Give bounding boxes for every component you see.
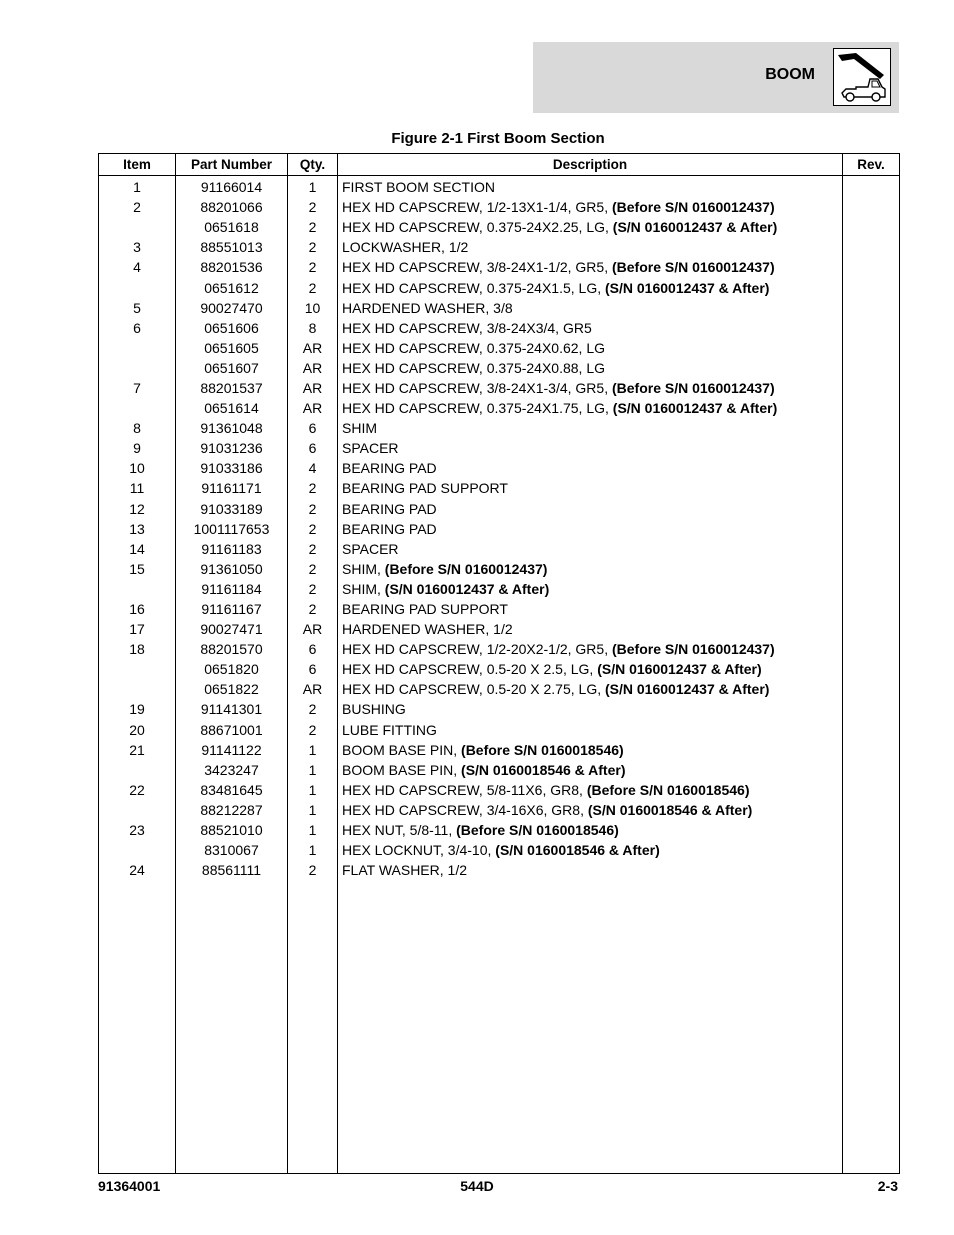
rev-cell bbox=[843, 559, 900, 579]
description-text: BUSHING bbox=[342, 701, 406, 718]
description-text: HEX HD CAPSCREW, 0.5-20 X 2.75, LG, bbox=[342, 681, 605, 698]
table-row bbox=[99, 519, 900, 539]
part-number-cell: 88201537 bbox=[176, 378, 288, 398]
item-cell: 3 bbox=[99, 237, 176, 257]
rev-cell bbox=[843, 318, 900, 338]
rev-cell bbox=[843, 860, 900, 880]
qty-cell: 1 bbox=[288, 800, 338, 820]
qty-cell: 1 bbox=[288, 760, 338, 780]
item-cell bbox=[99, 840, 176, 860]
qty-cell: 2 bbox=[288, 860, 338, 880]
description-cell bbox=[338, 257, 843, 277]
qty-cell: 2 bbox=[288, 699, 338, 719]
serial-note: (Before S/N 0160012437) bbox=[611, 379, 775, 396]
table-row bbox=[99, 318, 900, 338]
serial-note: (Before S/N 0160012437) bbox=[611, 199, 775, 216]
serial-note: (S/N 0160018546 & After) bbox=[495, 842, 660, 859]
item-cell: 6 bbox=[99, 318, 176, 338]
part-number-cell: 88671001 bbox=[176, 720, 288, 740]
qty-cell: 2 bbox=[288, 478, 338, 498]
description-text: HEX NUT, 5/8-11, bbox=[342, 822, 457, 839]
description-cell bbox=[338, 619, 843, 639]
table-row bbox=[99, 800, 900, 820]
rev-cell bbox=[843, 358, 900, 378]
part-number-cell: 91161183 bbox=[176, 539, 288, 559]
rev-cell bbox=[843, 539, 900, 559]
parts-table bbox=[98, 153, 900, 1174]
serial-note: (Before S/N 0160012437) bbox=[611, 259, 775, 276]
part-number-cell: 0651820 bbox=[176, 659, 288, 679]
table-row bbox=[99, 277, 900, 297]
qty-cell: AR bbox=[288, 358, 338, 378]
description-text: SHIM bbox=[342, 420, 377, 437]
rev-cell bbox=[843, 458, 900, 478]
description-text: SPACER bbox=[342, 540, 399, 557]
qty-cell: 2 bbox=[288, 197, 338, 217]
description-text: HEX HD CAPSCREW, 0.375-24X2.25, LG, bbox=[342, 219, 613, 236]
description-text: HARDENED WASHER, 1/2 bbox=[342, 621, 513, 638]
empty-cell bbox=[288, 880, 338, 1174]
description-cell bbox=[338, 318, 843, 338]
table-row bbox=[99, 358, 900, 378]
description-cell bbox=[338, 398, 843, 418]
qty-cell: 2 bbox=[288, 599, 338, 619]
serial-note: (Before S/N 0160012437) bbox=[384, 560, 548, 577]
part-number-cell: 1001117653 bbox=[176, 519, 288, 539]
description-cell bbox=[338, 820, 843, 840]
description-cell bbox=[338, 478, 843, 498]
qty-cell: 8 bbox=[288, 318, 338, 338]
table-row bbox=[99, 398, 900, 418]
qty-cell: 1 bbox=[288, 740, 338, 760]
part-number-cell: 83481645 bbox=[176, 780, 288, 800]
qty-cell: 2 bbox=[288, 559, 338, 579]
description-text: HEX HD CAPSCREW, 5/8-11X6, GR8, bbox=[342, 781, 587, 798]
item-cell: 9 bbox=[99, 438, 176, 458]
table-row bbox=[99, 699, 900, 719]
part-number-cell: 91031236 bbox=[176, 438, 288, 458]
qty-cell: 2 bbox=[288, 217, 338, 237]
table-row bbox=[99, 197, 900, 217]
description-cell bbox=[338, 176, 843, 198]
description-text: HEX HD CAPSCREW, 1/2-13X1-1/4, GR5, bbox=[342, 199, 612, 216]
table-row bbox=[99, 438, 900, 458]
description-cell bbox=[338, 338, 843, 358]
description-cell bbox=[338, 499, 843, 519]
table-row bbox=[99, 539, 900, 559]
item-cell: 21 bbox=[99, 740, 176, 760]
section-header bbox=[533, 42, 899, 113]
table-row bbox=[99, 559, 900, 579]
qty-cell: 6 bbox=[288, 418, 338, 438]
rev-cell bbox=[843, 699, 900, 719]
table-row bbox=[99, 478, 900, 498]
description-text: LUBE FITTING bbox=[342, 721, 437, 738]
table-row bbox=[99, 820, 900, 840]
part-number-cell: 91141122 bbox=[176, 740, 288, 760]
column-header-description: Description bbox=[338, 154, 843, 176]
table-row bbox=[99, 176, 900, 198]
figure-title: Figure 2-1 First Boom Section bbox=[391, 130, 605, 147]
description-text: BOOM BASE PIN, bbox=[342, 741, 462, 758]
item-cell bbox=[99, 800, 176, 820]
rev-cell bbox=[843, 619, 900, 639]
serial-note: (Before S/N 0160018546) bbox=[456, 822, 619, 839]
table-row bbox=[99, 679, 900, 699]
rev-cell bbox=[843, 277, 900, 297]
part-number-cell: 91161167 bbox=[176, 599, 288, 619]
part-number-cell: 91141301 bbox=[176, 699, 288, 719]
rev-cell bbox=[843, 338, 900, 358]
part-number-cell: 8310067 bbox=[176, 840, 288, 860]
boom-lift-icon bbox=[833, 48, 891, 106]
description-text: FIRST BOOM SECTION bbox=[342, 179, 495, 196]
description-cell bbox=[338, 438, 843, 458]
serial-note: (S/N 0160012437 & After) bbox=[605, 279, 770, 296]
description-cell bbox=[338, 740, 843, 760]
item-cell: 7 bbox=[99, 378, 176, 398]
table-row bbox=[99, 298, 900, 318]
part-number-cell: 88201066 bbox=[176, 197, 288, 217]
item-cell: 14 bbox=[99, 539, 176, 559]
item-cell: 1 bbox=[99, 176, 176, 198]
qty-cell: AR bbox=[288, 378, 338, 398]
rev-cell bbox=[843, 740, 900, 760]
qty-cell: 6 bbox=[288, 438, 338, 458]
item-cell: 11 bbox=[99, 478, 176, 498]
item-cell: 12 bbox=[99, 499, 176, 519]
rev-cell bbox=[843, 659, 900, 679]
part-number-cell: 91161184 bbox=[176, 579, 288, 599]
qty-cell: AR bbox=[288, 398, 338, 418]
column-header-qty: Qty. bbox=[288, 154, 338, 176]
description-text: FLAT WASHER, 1/2 bbox=[342, 862, 467, 879]
description-text: HEX HD CAPSCREW, 0.5-20 X 2.5, LG, bbox=[342, 661, 598, 678]
part-number-cell: 91361048 bbox=[176, 418, 288, 438]
rev-cell bbox=[843, 639, 900, 659]
footer-document-number: 91364001 bbox=[98, 1178, 161, 1194]
table-row bbox=[99, 780, 900, 800]
table-filler-row bbox=[99, 880, 900, 1174]
description-cell bbox=[338, 237, 843, 257]
table-header-row bbox=[99, 154, 900, 176]
description-text: HEX HD CAPSCREW, 3/8-24X3/4, GR5 bbox=[342, 319, 592, 336]
qty-cell: 6 bbox=[288, 659, 338, 679]
item-cell bbox=[99, 679, 176, 699]
qty-cell: 2 bbox=[288, 720, 338, 740]
item-cell bbox=[99, 338, 176, 358]
item-cell: 16 bbox=[99, 599, 176, 619]
part-number-cell: 88521010 bbox=[176, 820, 288, 840]
rev-cell bbox=[843, 398, 900, 418]
serial-note: (S/N 0160012437 & After) bbox=[612, 400, 778, 417]
description-text: HEX LOCKNUT, 3/4-10, bbox=[342, 842, 496, 859]
table-row bbox=[99, 639, 900, 659]
part-number-cell: 88201570 bbox=[176, 639, 288, 659]
part-number-cell: 91033186 bbox=[176, 458, 288, 478]
description-cell bbox=[338, 760, 843, 780]
qty-cell: 2 bbox=[288, 257, 338, 277]
description-text: BEARING PAD bbox=[342, 460, 437, 477]
serial-note: (S/N 0160012437 & After) bbox=[605, 681, 770, 698]
item-cell: 8 bbox=[99, 418, 176, 438]
description-text: HEX HD CAPSCREW, 3/4-16X6, GR8, bbox=[342, 801, 588, 818]
column-header-item: Item bbox=[99, 154, 176, 176]
table-row bbox=[99, 499, 900, 519]
description-cell bbox=[338, 458, 843, 478]
description-cell bbox=[338, 418, 843, 438]
description-text: HEX HD CAPSCREW, 3/8-24X1-1/2, GR5, bbox=[342, 259, 612, 276]
part-number-cell: 91033189 bbox=[176, 499, 288, 519]
description-cell bbox=[338, 659, 843, 679]
table-row bbox=[99, 579, 900, 599]
item-cell: 2 bbox=[99, 197, 176, 217]
description-text: HEX HD CAPSCREW, 0.375-24X0.62, LG bbox=[342, 339, 605, 356]
column-header-part-number: Part Number bbox=[176, 154, 288, 176]
item-cell bbox=[99, 277, 176, 297]
description-cell bbox=[338, 358, 843, 378]
section-title: BOOM bbox=[765, 66, 815, 83]
item-cell: 23 bbox=[99, 820, 176, 840]
description-text: HEX HD CAPSCREW, 1/2-20X2-1/2, GR5, bbox=[342, 641, 612, 658]
item-cell bbox=[99, 760, 176, 780]
rev-cell bbox=[843, 478, 900, 498]
item-cell: 4 bbox=[99, 257, 176, 277]
table-row bbox=[99, 599, 900, 619]
item-cell: 22 bbox=[99, 780, 176, 800]
rev-cell bbox=[843, 840, 900, 860]
description-text: HEX HD CAPSCREW, 3/8-24X1-3/4, GR5, bbox=[342, 379, 612, 396]
description-cell bbox=[338, 860, 843, 880]
description-text: SPACER bbox=[342, 440, 399, 457]
item-cell: 19 bbox=[99, 699, 176, 719]
item-cell: 20 bbox=[99, 720, 176, 740]
part-number-cell: 0651606 bbox=[176, 318, 288, 338]
rev-cell bbox=[843, 579, 900, 599]
description-cell bbox=[338, 780, 843, 800]
column-header-rev: Rev. bbox=[843, 154, 900, 176]
rev-cell bbox=[843, 800, 900, 820]
table-row bbox=[99, 418, 900, 438]
description-text: BEARING PAD bbox=[342, 500, 437, 517]
table-row bbox=[99, 740, 900, 760]
item-cell: 10 bbox=[99, 458, 176, 478]
table-row bbox=[99, 860, 900, 880]
footer-page-number: 2-3 bbox=[877, 1178, 898, 1194]
description-text: HEX HD CAPSCREW, 0.375-24X1.75, LG, bbox=[342, 400, 613, 417]
rev-cell bbox=[843, 197, 900, 217]
part-number-cell: 0651605 bbox=[176, 338, 288, 358]
part-number-cell: 91361050 bbox=[176, 559, 288, 579]
rev-cell bbox=[843, 780, 900, 800]
rev-cell bbox=[843, 378, 900, 398]
rev-cell bbox=[843, 499, 900, 519]
description-cell bbox=[338, 277, 843, 297]
empty-cell bbox=[338, 880, 843, 1174]
rev-cell bbox=[843, 679, 900, 699]
description-cell bbox=[338, 840, 843, 860]
description-text: BEARING PAD SUPPORT bbox=[342, 480, 508, 497]
serial-note: (S/N 0160018546 & After) bbox=[587, 801, 753, 818]
parts-table-body bbox=[99, 176, 900, 1174]
description-cell bbox=[338, 679, 843, 699]
rev-cell bbox=[843, 438, 900, 458]
serial-note: (S/N 0160012437 & After) bbox=[612, 219, 778, 236]
part-number-cell: 88561111 bbox=[176, 860, 288, 880]
description-text: SHIM, bbox=[342, 580, 385, 597]
qty-cell: 2 bbox=[288, 499, 338, 519]
qty-cell: AR bbox=[288, 338, 338, 358]
rev-cell bbox=[843, 257, 900, 277]
part-number-cell: 91161171 bbox=[176, 478, 288, 498]
part-number-cell: 0651614 bbox=[176, 398, 288, 418]
description-text: HEX HD CAPSCREW, 0.375-24X0.88, LG bbox=[342, 359, 605, 376]
part-number-cell: 88551013 bbox=[176, 237, 288, 257]
description-cell bbox=[338, 559, 843, 579]
item-cell: 13 bbox=[99, 519, 176, 539]
part-number-cell: 91166014 bbox=[176, 176, 288, 198]
rev-cell bbox=[843, 820, 900, 840]
table-row bbox=[99, 338, 900, 358]
qty-cell: 2 bbox=[288, 237, 338, 257]
part-number-cell: 88201536 bbox=[176, 257, 288, 277]
item-cell bbox=[99, 358, 176, 378]
description-text: BOOM BASE PIN, bbox=[342, 761, 462, 778]
rev-cell bbox=[843, 217, 900, 237]
qty-cell: 2 bbox=[288, 579, 338, 599]
table-row bbox=[99, 840, 900, 860]
item-cell: 5 bbox=[99, 298, 176, 318]
serial-note: (Before S/N 0160018546) bbox=[461, 741, 624, 758]
qty-cell: AR bbox=[288, 619, 338, 639]
description-cell bbox=[338, 800, 843, 820]
qty-cell: AR bbox=[288, 679, 338, 699]
rev-cell bbox=[843, 298, 900, 318]
item-cell bbox=[99, 217, 176, 237]
description-text: HARDENED WASHER, 3/8 bbox=[342, 299, 513, 316]
description-cell bbox=[338, 378, 843, 398]
description-text: SHIM, bbox=[342, 560, 385, 577]
table-row bbox=[99, 458, 900, 478]
qty-cell: 10 bbox=[288, 298, 338, 318]
description-cell bbox=[338, 197, 843, 217]
rev-cell bbox=[843, 237, 900, 257]
item-cell: 18 bbox=[99, 639, 176, 659]
item-cell bbox=[99, 659, 176, 679]
description-cell bbox=[338, 720, 843, 740]
table-row bbox=[99, 760, 900, 780]
qty-cell: 1 bbox=[288, 176, 338, 198]
item-cell: 15 bbox=[99, 559, 176, 579]
empty-cell bbox=[843, 880, 900, 1174]
rev-cell bbox=[843, 760, 900, 780]
item-cell: 17 bbox=[99, 619, 176, 639]
part-number-cell: 0651822 bbox=[176, 679, 288, 699]
table-row bbox=[99, 257, 900, 277]
serial-note: (S/N 0160012437 & After) bbox=[597, 661, 762, 678]
qty-cell: 2 bbox=[288, 539, 338, 559]
description-cell bbox=[338, 539, 843, 559]
qty-cell: 4 bbox=[288, 458, 338, 478]
qty-cell: 2 bbox=[288, 519, 338, 539]
qty-cell: 6 bbox=[288, 639, 338, 659]
qty-cell: 2 bbox=[288, 277, 338, 297]
footer-model: 544D bbox=[460, 1178, 494, 1194]
qty-cell: 1 bbox=[288, 780, 338, 800]
empty-cell bbox=[99, 880, 176, 1174]
qty-cell: 1 bbox=[288, 840, 338, 860]
item-cell: 24 bbox=[99, 860, 176, 880]
table-row bbox=[99, 378, 900, 398]
description-text: LOCKWASHER, 1/2 bbox=[342, 239, 469, 256]
description-cell bbox=[338, 217, 843, 237]
description-cell bbox=[338, 298, 843, 318]
part-number-cell: 90027471 bbox=[176, 619, 288, 639]
description-cell bbox=[338, 519, 843, 539]
description-cell bbox=[338, 699, 843, 719]
description-text: HEX HD CAPSCREW, 0.375-24X1.5, LG, bbox=[342, 279, 605, 296]
part-number-cell: 0651618 bbox=[176, 217, 288, 237]
part-number-cell: 90027470 bbox=[176, 298, 288, 318]
part-number-cell: 88212287 bbox=[176, 800, 288, 820]
rev-cell bbox=[843, 720, 900, 740]
serial-note: (Before S/N 0160018546) bbox=[586, 781, 750, 798]
description-cell bbox=[338, 599, 843, 619]
description-cell bbox=[338, 639, 843, 659]
table-row bbox=[99, 720, 900, 740]
rev-cell bbox=[843, 418, 900, 438]
item-cell bbox=[99, 579, 176, 599]
table-row bbox=[99, 619, 900, 639]
description-cell bbox=[338, 579, 843, 599]
serial-note: (S/N 0160018546 & After) bbox=[461, 761, 626, 778]
table-row bbox=[99, 237, 900, 257]
rev-cell bbox=[843, 599, 900, 619]
part-number-cell: 3423247 bbox=[176, 760, 288, 780]
table-row bbox=[99, 217, 900, 237]
serial-note: (Before S/N 0160012437) bbox=[611, 641, 775, 658]
item-cell bbox=[99, 398, 176, 418]
qty-cell: 1 bbox=[288, 820, 338, 840]
serial-note: (S/N 0160012437 & After) bbox=[384, 580, 550, 597]
part-number-cell: 0651607 bbox=[176, 358, 288, 378]
description-text: BEARING PAD SUPPORT bbox=[342, 601, 508, 618]
empty-cell bbox=[176, 880, 288, 1174]
part-number-cell: 0651612 bbox=[176, 277, 288, 297]
table-row bbox=[99, 659, 900, 679]
description-text: BEARING PAD bbox=[342, 520, 437, 537]
rev-cell bbox=[843, 519, 900, 539]
rev-cell bbox=[843, 176, 900, 198]
